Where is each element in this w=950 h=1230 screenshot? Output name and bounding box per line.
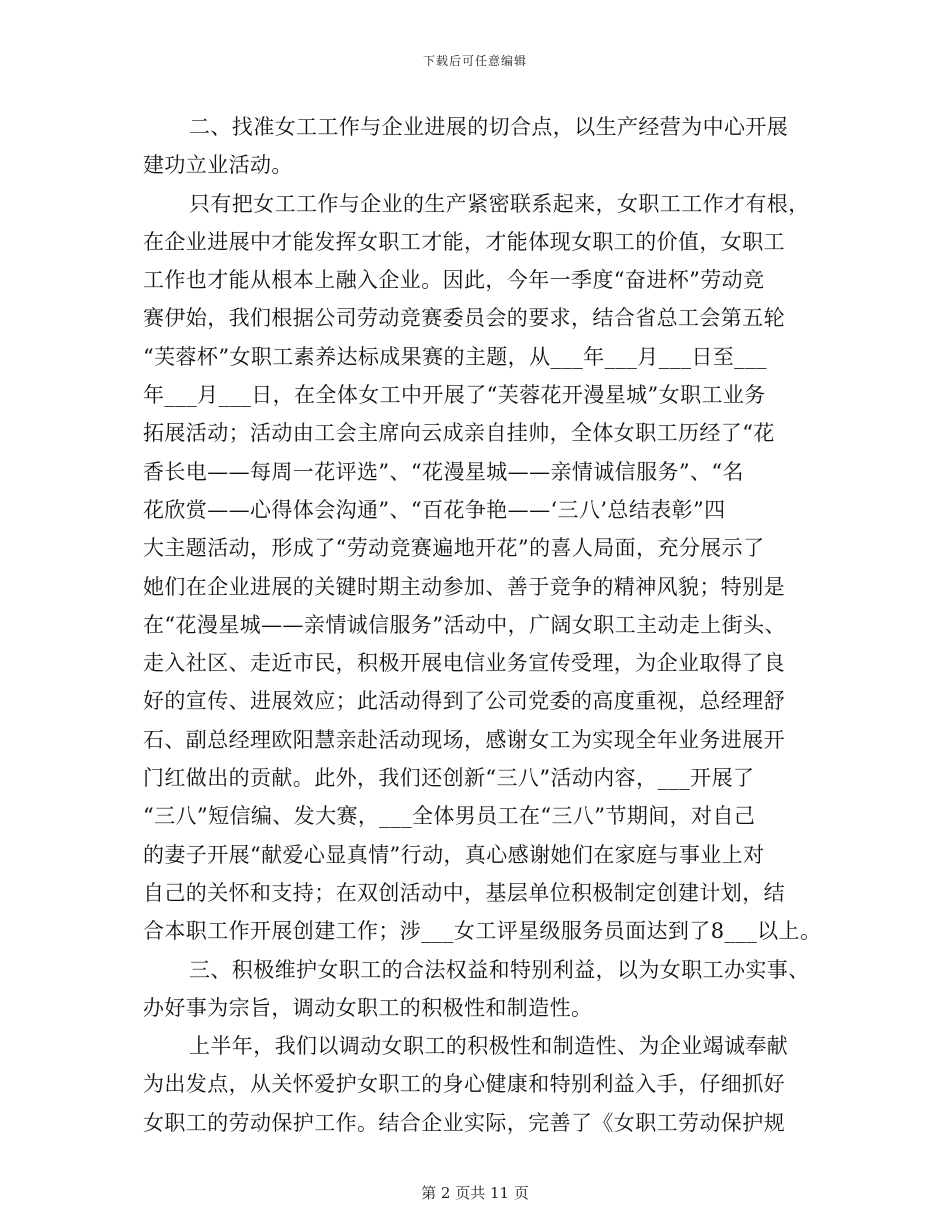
text-line: 走入社区、走近市民，积极开展电信业务宣传受理，为企业取得了良 [143,651,785,676]
text-line: 在企业进展中才能发挥女职工才能，才能体现女职工的价值，女职工 [143,229,785,254]
text-line: 合本职工作开展创建工作；涉___女工评星级服务员面达到了8___以上。 [143,919,822,944]
section-heading-2: 二、找准女工工作与企业进展的切合点，以生产经营为中心开展 [189,115,789,139]
paragraph-start: 上半年，我们以调动女职工的积极性和制造性、为企业竭诚奉献 [189,1034,789,1059]
text-line: 建功立业活动。 [143,153,293,178]
text-line: 门红做出的贡献。此外，我们还创新“三八”活动内容，___开展了 [143,766,755,791]
text-line: 拓展活动；活动由工会主席向云成亲自挂帅，全体女职工历经了“花 [143,421,775,446]
text-line: 赛伊始，我们根据公司劳动竞赛委员会的要求，结合省总工会第五轮 [143,306,785,331]
text-line: 大主题活动，形成了“劳动竞赛遍地开花”的喜人局面，充分展示了 [143,536,765,561]
text-line: 办好事为宗旨，调动女职工的积极性和制造性。 [143,995,593,1020]
text-line: 石、副总经理欧阳慧亲赴活动现场，感谢女工为实现全年业务进展开 [143,727,785,752]
text-line: 工作也才能从根本上融入企业。因此，今年一季度“奋进杯”劳动竞 [143,268,765,293]
text-line: 年___月___日，在全体女工中开展了“芙蓉花开漫星城”女职工业务 [143,383,766,408]
text-line: 女职工的劳动保护工作。结合企业实际，完善了《女职工劳动保护规 [143,1110,785,1135]
text-line: 自己的关怀和支持；在双创活动中，基层单位积极制定创建计划，结 [143,880,785,905]
text-line: 好的宣传、进展效应；此活动得到了公司党委的高度重视，总经理舒 [143,689,785,714]
document-body [143,108,823,1142]
text-line: “三八”短信编、发大赛，___全体男员工在“三八”节期间，对自己 [143,804,756,829]
page-header: 下载后可任意编辑 [422,54,527,68]
text-line: 的妻子开展“献爱心显真情”行动，真心感谢她们在家庭与事业上对 [143,842,765,867]
section-heading-3: 三、积极维护女职工的合法权益和特别利益，以为女职工办实事、 [189,957,810,982]
paragraph-start: 只有把女工工作与企业的生产紧密联系起来，女职工工作才有根， [189,191,810,216]
text-line: “芙蓉杯”女职工素养达标成果赛的主题，从___年___月___日至___ [143,344,767,369]
text-line: 为出发点，从关怀爱护女职工的身心健康和特别利益入手，仔细抓好 [143,1072,785,1097]
text-line: 她们在企业进展的关键时期主动参加、善于竞争的精神风貌；特别是 [143,574,785,599]
text-line: 香长电——每周一花评选”、“花漫星城——亲情诚信服务”、“名 [143,459,744,484]
text-line: 在“花漫星城——亲情诚信服务”活动中，广阔女职工主动走上街头、 [143,612,786,637]
text-line: 花欣赏——心得体会沟通”、“百花争艳——‘三八’总结表彰”四 [143,497,726,522]
page-number: 第 2 页共 11 页 [421,1184,529,1202]
